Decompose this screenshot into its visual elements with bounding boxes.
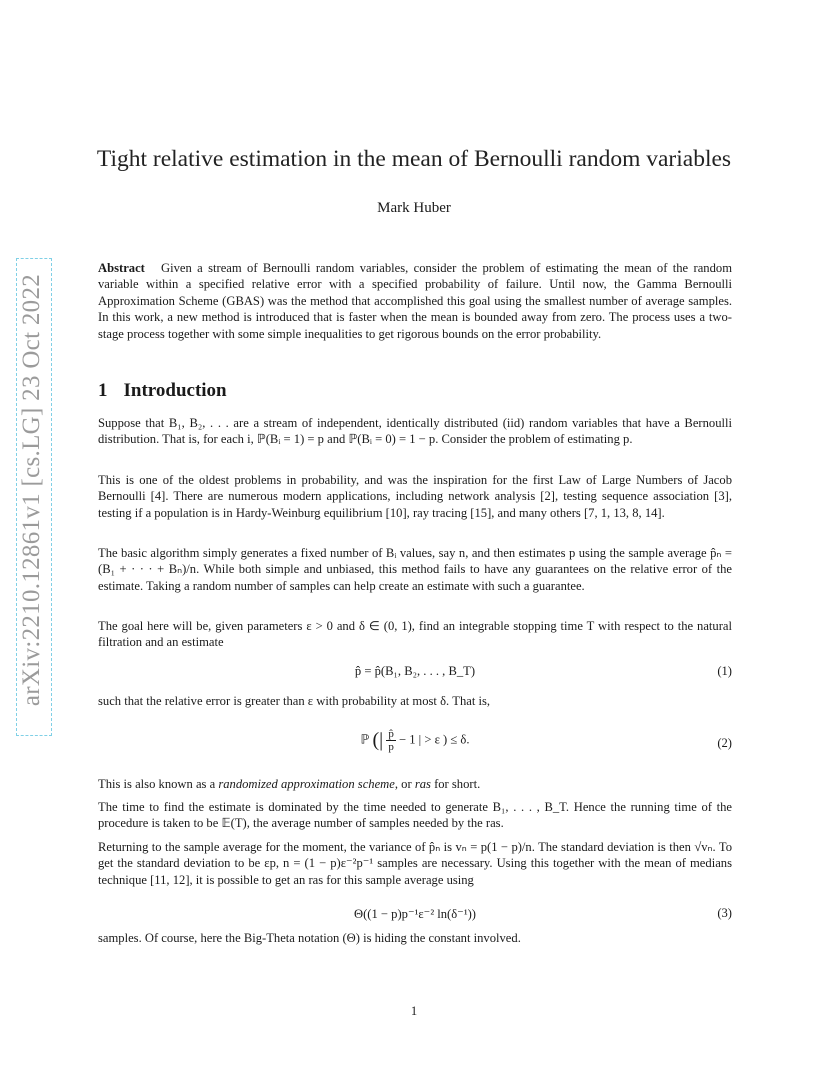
paragraph: The goal here will be, given parameters ε > 0 and δ ∈ (0, 1), find an integrable stopping time T with respect to the natural filtration and an estimate [98,619,732,650]
paper-title: Tight relative estimation in the mean of Bernoulli random variables [96,146,732,172]
equation-number: (3) [717,906,732,920]
equation-body: ℙ (| $\frac{p̂}{p}$ − 1 | > ε ) ≤ δ. [360,728,470,753]
paragraph: Suppose that B₁, B₂, . . . are a stream of independent, identically distributed (iid) random variables that have a Bernoulli distribution. That is, for each i, ℙ(Bᵢ = 1) = p and ℙ(Bᵢ = 0) = 1 − p. Consider the problem of estimating p. [98,416,732,447]
paragraph: such that the relative error is greater than ε with probability at most δ. That is, [98,694,491,708]
equation-1 [98,664,732,686]
equation-number: (1) [717,664,732,678]
paragraph: This is also known as a randomized approximation scheme, or ras for short. [98,777,481,791]
equation-3 [98,906,732,928]
paragraph: This is one of the oldest problems in probability, and was the inspiration for the first Law of Large Numbers of Jacob Bernoulli [4]. There are numerous modern applications, including network analysis [2], testing sequence association [3], testing if a population is in Hardy-Weinburg equilibrium [10], ray tracing [15], and many others [7, 1, 13, 8, 14]. [98,473,732,520]
abstract-text: Given a stream of Bernoulli random variables, consider the problem of estimating the mean of the random variable within a specified relative error with a specified probability of failure. Until now, the Gamma Bernoulli Approximation Scheme (GBAS) was the method that accomplished this goal using the smallest number of average samples. In this work, a new method is introduced that is faster when the mean is bounded away from zero. The process uses a two-stage process together with some simple inequalities to get rigorous bounds on the error probability. [98,261,732,341]
section-heading [98,380,227,402]
section-number: 1 [98,380,108,401]
paragraph: Returning to the sample average for the moment, the variance of p̂ₙ is vₙ = p(1 − p)/n. The standard deviation is then √vₙ. To get the standard deviation to be εp, n = (1 − p)ε⁻²p⁻¹ samples are necessary. Using this together with the mean of medians technique [11, 12], it is possible to get an ras for this sample average using [98,840,732,887]
equation-body: p̂ = p̂(B₁, B₂, . . . , B_T) [354,664,476,678]
equation-number: (2) [717,736,732,750]
paragraph: The time to find the estimate is dominated by the time needed to generate B₁, . . . , B_T. Hence the running time of the procedure is taken to be 𝔼(T), the average number of samples needed by the ras. [98,800,732,831]
paragraph: samples. Of course, here the Big-Theta notation (Θ) is hiding the constant involved. [98,931,521,945]
equation-body: Θ((1 − p)p⁻¹ε⁻² ln(δ⁻¹)) [354,907,476,921]
paper-author: Mark Huber [377,200,451,216]
section-title: Introduction [123,380,227,401]
arxiv-stamp: arXiv:2210.12861v1 [cs.LG] 23 Oct 2022 [18,273,45,707]
page-number: 1 [410,1004,418,1018]
fraction: $\frac{p̂}{p}$ [388,728,394,753]
paragraph: The basic algorithm simply generates a fixed number of Bᵢ values, say n, and then estimates p using the sample average p̂ₙ = (B₁ + · · · + Bₙ)/n. While both simple and unbiased, this method fails to have any guarantees on the relative error of the estimate. Taking a random number of samples can help create an estimate with such a guarantee. [98,546,732,593]
equation-2 [98,728,732,758]
abstract-label: Abstract [98,261,145,275]
abstract [98,260,732,342]
